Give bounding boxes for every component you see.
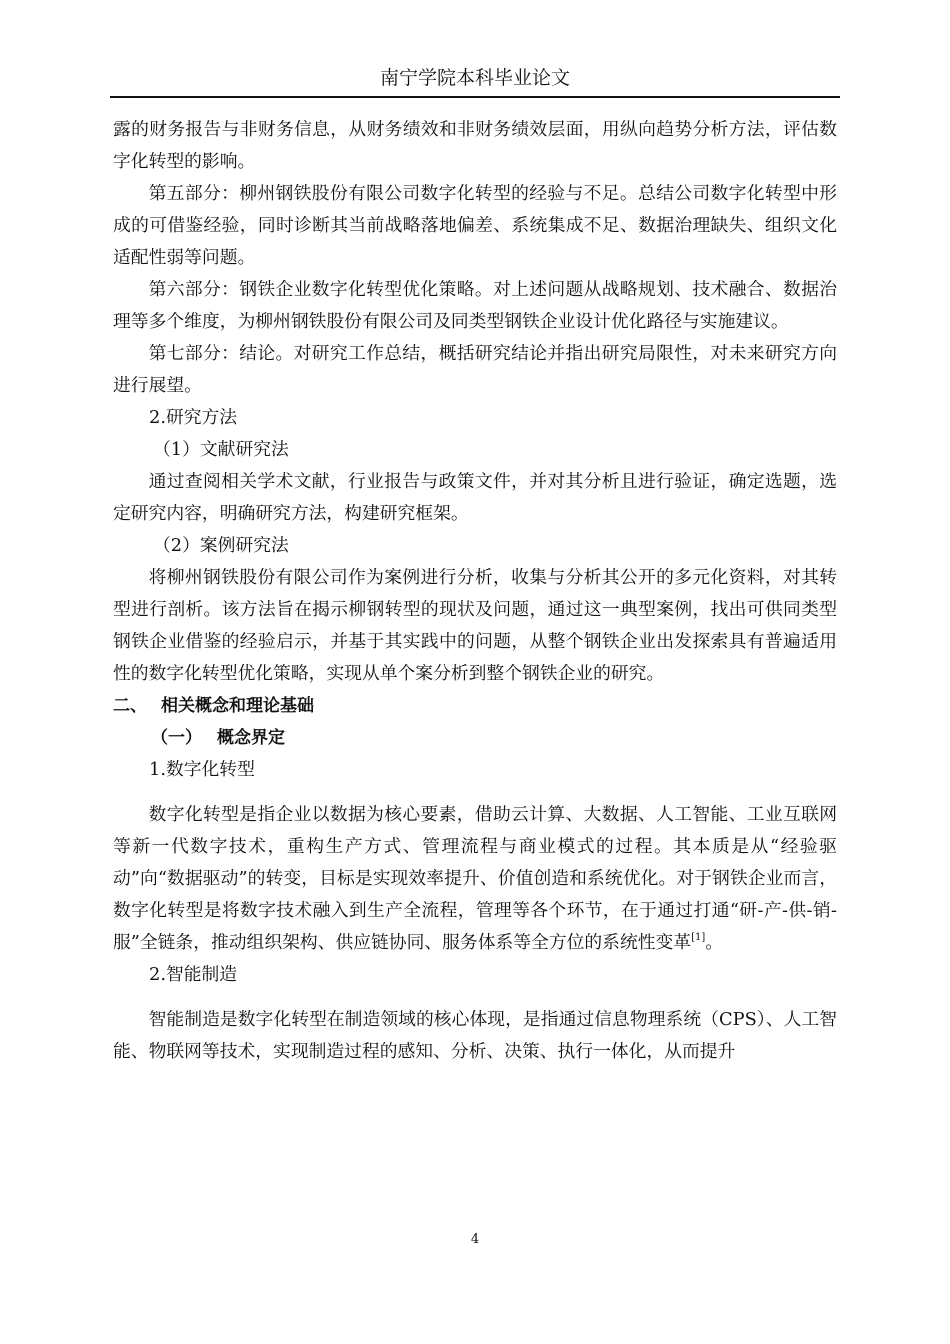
page-body (113, 114, 837, 1068)
chapter-number: 二、 (113, 696, 147, 716)
citation-ref: [1] (691, 932, 706, 943)
paragraph-part-six: 第六部分：钢铁企业数字化转型优化策略。对上述问题从战略规划、技术融合、数据治理等多个维度，为柳州钢铁股份有限公司及同类型钢铁企业设计优化路径与实施建议。 (113, 279, 837, 332)
paragraph-part-five: 第五部分：柳州钢铁股份有限公司数字化转型的经验与不足。总结公司数字化转型中形成的可借鉴经验，同时诊断其当前战略落地偏差、系统集成不足、数据治理缺失、组织文化适配性弱等问题。 (113, 183, 837, 268)
heading-case-method: （2）案例研究法 (153, 535, 289, 556)
paragraph-part-seven: 第七部分：结论。对研究工作总结，概括研究结论并指出研究局限性，对未来研究方向进行展望。 (113, 343, 837, 396)
digital-transformation-text: 数字化转型是指企业以数据为核心要素，借助云计算、大数据、人工智能、工业互联网等新一代数字技术，重构生产方式、管理流程与商业模式的过程。其本质是从“经验驱动”向“数据驱动”的转变，目标是实现效率提升、价值创造和系统优化。对于钢铁企业而言，数字化转型是将数字技术融入到生产全流程，管理等各个环节，在于通过打通“研-产-供-销-服”全链条，推动组织架构、供应链协同、服务体系等全方位的系统性变革 (113, 804, 837, 953)
paragraph-continued: 露的财务报告与非财务信息，从财务绩效和非财务绩效层面，用纵向趋势分析方法，评估数字化转型的影响。 (113, 119, 837, 172)
chapter-title: 相关概念和理论基础 (161, 696, 314, 716)
running-header: 南宁学院本科毕业论文 (379, 67, 570, 89)
heading-research-methods: 2.研究方法 (149, 407, 238, 428)
heading-intelligent-manufacturing: 2.智能制造 (149, 964, 238, 985)
section-heading (113, 722, 837, 754)
paragraph-digital-transformation (113, 799, 837, 959)
paragraph-case-method: 将柳州钢铁股份有限公司作为案例进行分析，收集与分析其公开的多元化资料，对其转型进行剖析。该方法旨在揭示柳钢转型的现状及问题，通过这一典型案例，找出可供同类型钢铁企业借鉴的经验启示，并基于其实践中的问题，从整个钢铁企业出发探索具有普遍适用性的数字化转型优化策略，实现从单个案分析到整个钢铁企业的研究。 (113, 567, 837, 684)
paragraph-intelligent-manufacturing: 智能制造是数字化转型在制造领域的核心体现，是指通过信息物理系统（CPS）、人工智能、物联网等技术，实现制造过程的感知、分析、决策、执行一体化，从而提升 (113, 1009, 837, 1062)
paragraph-literature-method: 通过查阅相关学术文献，行业报告与政策文件，并对其分析且进行验证，确定选题，选定研究内容，明确研究方法，构建研究框架。 (113, 471, 837, 524)
section-title: 概念界定 (217, 728, 285, 748)
heading-digital-transformation: 1.数字化转型 (149, 759, 255, 780)
heading-literature-method: （1）文献研究法 (153, 439, 289, 460)
page-number: 4 (470, 1232, 480, 1247)
header-rule (110, 96, 840, 98)
chapter-heading (113, 690, 837, 722)
sentence-end: 。 (705, 932, 724, 953)
section-number: （一） (151, 728, 202, 748)
